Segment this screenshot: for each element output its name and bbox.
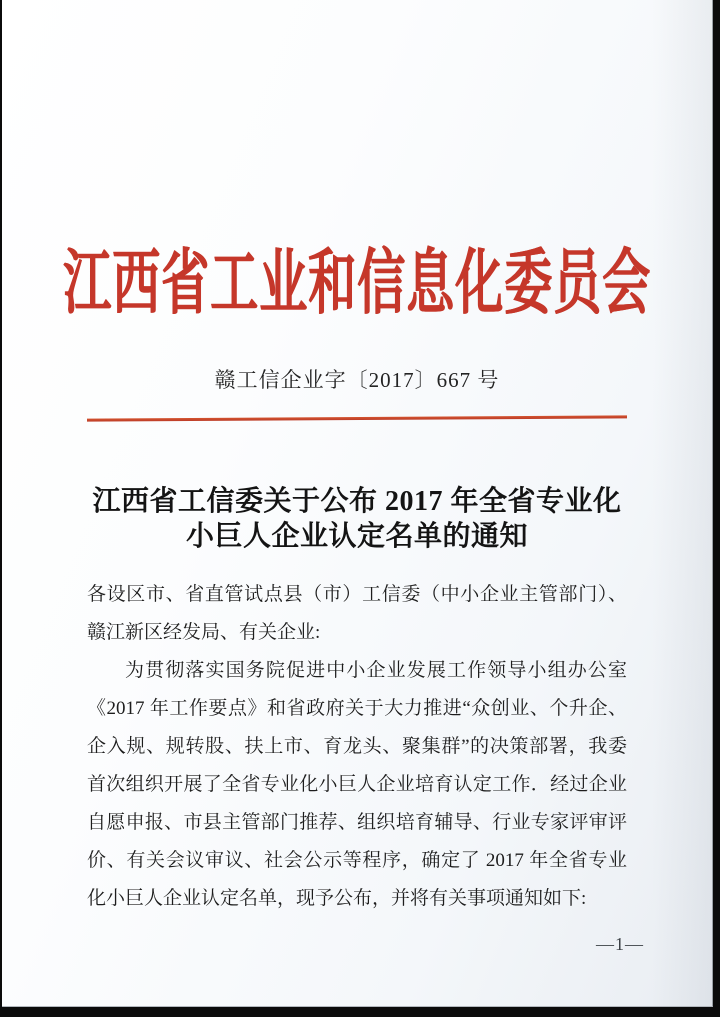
body-line-2: 《2017 年工作要点》和省政府关于大力推进“众创业、个升企、 [87, 698, 627, 719]
salutation-line-2: 赣江新区经发局、有关企业: [87, 622, 321, 643]
body-line-5: 自愿申报、市县主管部门推荐、组织培育辅导、行业专家评审评 [87, 812, 627, 833]
salutation-line-1: 各设区市、省直管试点县（市）工信委（中小企业主管部门）、 [87, 584, 627, 605]
notice-title-line-1: 江西省工信委关于公布 2017 年全省专业化 [92, 486, 622, 517]
body-line-4: 首次组织开展了全省专业化小巨人企业培育认定工作．经过企业 [87, 774, 627, 795]
agency-masthead [2, 240, 712, 323]
red-divider-rule [87, 415, 627, 421]
document-number: 赣工信企业字〔2017〕667 号 [214, 368, 500, 392]
body-line-6: 价、有关会议审议、社会公示等程序，确定了 2017 年全省专业 [87, 850, 627, 871]
body-paragraph [87, 652, 627, 918]
body-line-1: 为贯彻落实国务院促进中小企业发展工作领导小组办公室 [125, 660, 627, 681]
page-number: —1— [596, 934, 644, 954]
agency-name: 江西省工业和信息化委员会 [62, 244, 651, 323]
notice-title-line-2: 小巨人企业认定名单的通知 [185, 521, 528, 552]
body-line-3: 企入规、规转股、扶上市、育龙头、聚集群”的决策部署，我委 [87, 736, 627, 757]
body-line-7: 化小巨人企业认定名单，现予公布，并将有关事项通知如下: [87, 888, 587, 909]
notice-title [2, 484, 712, 554]
salutation [87, 576, 627, 652]
document-page [2, 0, 713, 1007]
notice-body [87, 576, 627, 918]
